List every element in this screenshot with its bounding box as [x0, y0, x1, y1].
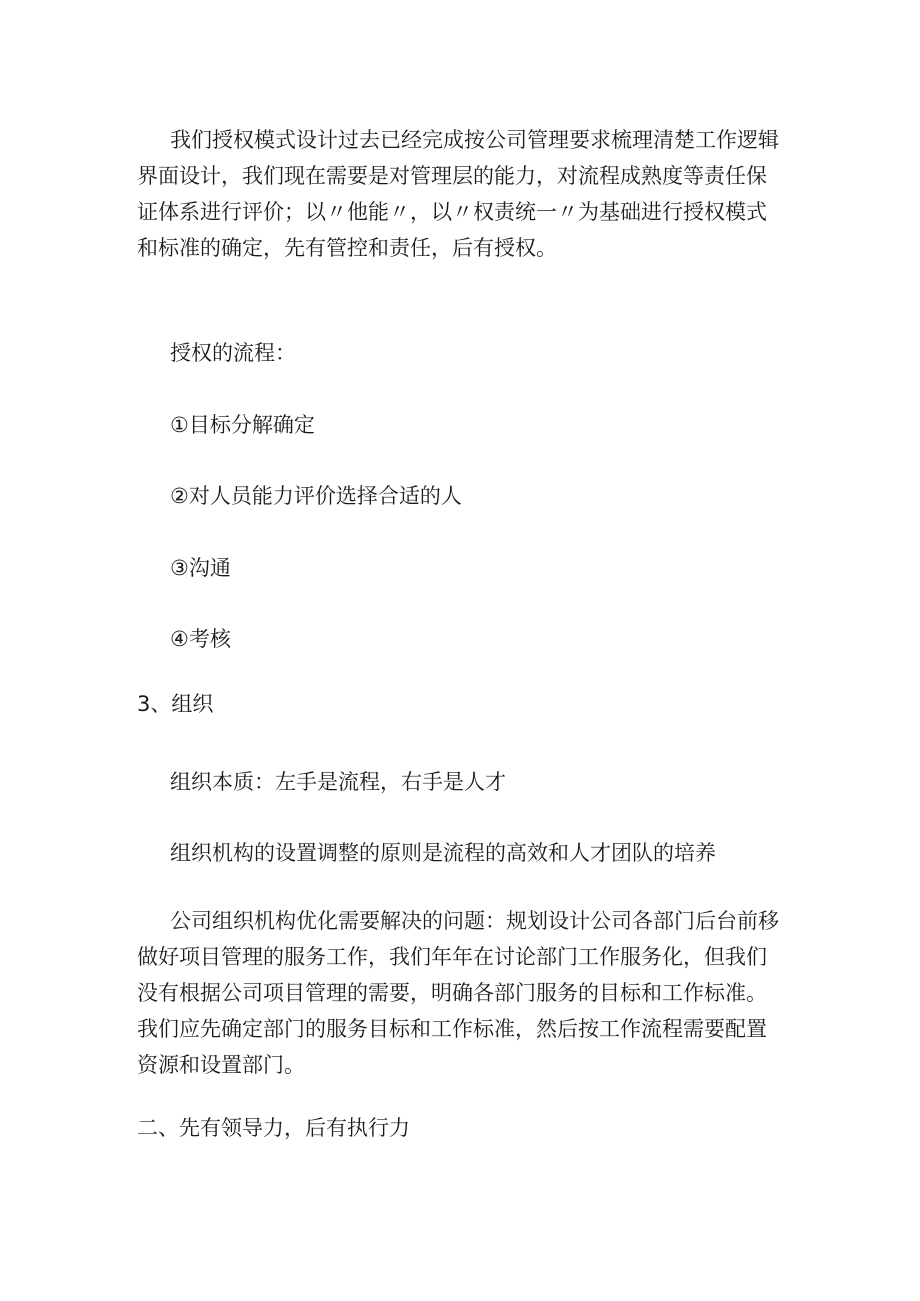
org-optimization-paragraph: 公司组织机构优化需要解决的问题：规划设计公司各部门后台前移做好项目管理的服务工作，我们年年在讨论部门工作服务化，但我们没有根据公司项目管理的需要，明确各部门服务的目标和工作标准。我们应先确定部门的服务目标和工作标准，然后按工作流程需要配置资源和设置部门。	[137, 909, 779, 1077]
org-principle: 组织机构的设置调整的原则是流程的高效和人才团队的培养	[170, 841, 716, 865]
authorization-paragraph: 我们授权模式设计过去已经完成按公司管理要求梳理清楚工作逻辑界面设计，我们现在需要是对管理层的能力，对流程成熟度等责任保证体系进行评价；以〃他能〃，以〃权责统一〃为基础进行授权模式和标准的确定，先有管控和责任，后有授权。	[137, 128, 779, 260]
step-1: ①目标分解确定	[170, 413, 315, 437]
org-essence: 组织本质：左手是流程，右手是人才	[170, 770, 506, 794]
step-4: ④考核	[170, 627, 231, 651]
step-2: ②对人员能力评价选择合适的人	[170, 484, 462, 508]
process-title: 授权的流程：	[170, 341, 296, 365]
section-heading-2: 二、先有领导力，后有执行力	[137, 1116, 410, 1140]
step-3: ③沟通	[170, 556, 231, 580]
section-heading-3: 3、组织	[137, 692, 214, 716]
